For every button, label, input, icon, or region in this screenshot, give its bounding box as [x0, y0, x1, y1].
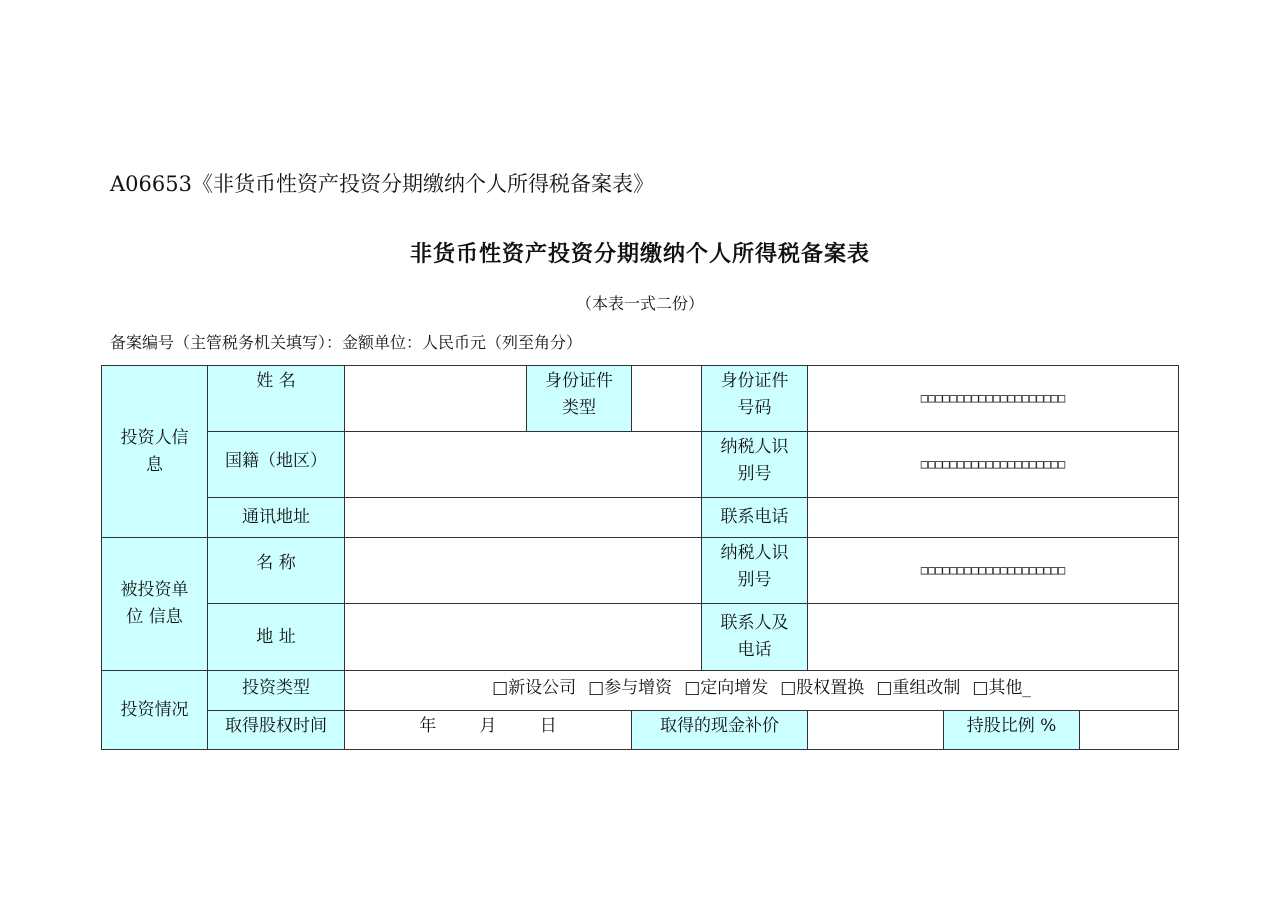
id-number-text: 身份证件号码 — [720, 371, 789, 418]
contact-label — [701, 603, 808, 671]
option-capital-increase[interactable]: □参与增资 — [588, 678, 673, 698]
form-title: 非货币性资产投资分期缴纳个人所得税备案表 — [409, 242, 870, 267]
option-private-placement[interactable]: □定向增发 — [684, 678, 769, 698]
option-other[interactable]: □其他_ — [972, 678, 1031, 698]
nationality-label: 国籍（地区） — [207, 431, 345, 498]
taxpayer-id-label — [701, 431, 808, 498]
investment-type-options — [344, 670, 1179, 711]
id-type-label — [526, 365, 632, 432]
investor-section-label — [101, 365, 208, 538]
copies-note: （本表一式二份） — [575, 294, 704, 313]
filing-form-table — [101, 365, 1179, 750]
investee-address-label: 地 址 — [207, 603, 345, 671]
equity-time-label: 取得股权时间 — [207, 710, 345, 750]
taxpayer-id-field[interactable]: □□□□□□□□□□□□□□□□□□□□ — [807, 431, 1179, 498]
equity-time-field[interactable]: 年 月 日 — [344, 710, 632, 750]
investee-taxpayer-id-text: 纳税人识别号 — [720, 543, 789, 590]
id-type-text: 身份证件类型 — [545, 371, 613, 418]
filing-note: 备案编号（主管税务机关填写）：金额单位：人民币元（列至角分） — [110, 333, 583, 352]
investor-section-text: 投资人信息 — [120, 427, 189, 475]
cash-compensation-field[interactable] — [807, 710, 944, 750]
address-label: 通讯地址 — [207, 497, 345, 538]
phone-field[interactable] — [807, 497, 1179, 538]
id-type-field-gap — [631, 365, 702, 432]
shareholding-label: 持股比例 % — [943, 710, 1080, 750]
investee-address-field[interactable] — [344, 603, 702, 671]
investee-section-label — [101, 537, 208, 671]
id-number-label — [701, 365, 808, 432]
form-code-title: A06653《非货币性资产投资分期缴纳个人所得税备案表》 — [110, 172, 654, 196]
cash-compensation-label: 取得的现金补价 — [631, 710, 808, 750]
option-new-company[interactable]: □新设公司 — [492, 678, 577, 698]
taxpayer-id-text: 纳税人识别号 — [720, 437, 789, 484]
contact-field[interactable] — [807, 603, 1179, 671]
id-number-field[interactable]: □□□□□□□□□□□□□□□□□□□□ — [807, 365, 1179, 432]
phone-label: 联系电话 — [701, 497, 808, 538]
option-restructuring[interactable]: □重组改制 — [876, 678, 961, 698]
investment-section-label: 投资情况 — [101, 670, 208, 750]
shareholding-field[interactable] — [1079, 710, 1179, 750]
investee-name-label: 名 称 — [207, 537, 345, 604]
contact-text: 联系人及电话 — [720, 613, 789, 660]
investee-taxpayer-id-field[interactable]: □□□□□□□□□□□□□□□□□□□□ — [807, 537, 1179, 604]
option-equity-swap[interactable]: □股权置换 — [780, 678, 865, 698]
name-field[interactable] — [344, 365, 527, 432]
investment-type-label: 投资类型 — [207, 670, 345, 711]
address-field[interactable] — [344, 497, 702, 538]
name-label: 姓 名 — [207, 365, 345, 432]
investee-name-field[interactable] — [344, 537, 702, 604]
investee-taxpayer-id-label — [701, 537, 808, 604]
investee-section-text: 被投资单位 信息 — [120, 580, 189, 627]
nationality-field[interactable] — [344, 431, 702, 498]
